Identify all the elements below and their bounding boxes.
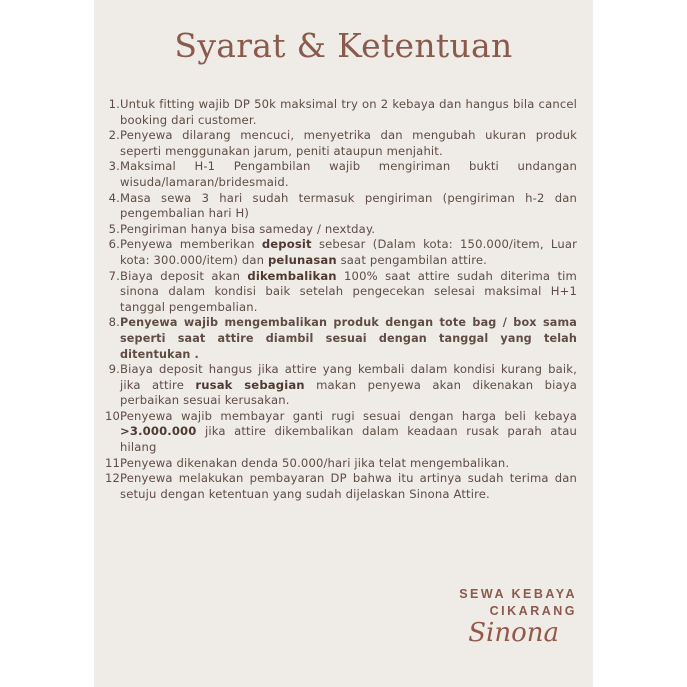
term-text-part: Penyewa melakukan pembayaran DP bahwa itu artinya sudah terima dan setuju dengan ketentuan yang sudah dijelaskan Sinona Attire. (120, 471, 577, 501)
page-title: Syarat & Ketentuan (174, 26, 513, 65)
term-text-part: Penyewa dilarang mencuci, menyetrika dan mengubah ukuran produk seperti menggunakan jarum, peniti ataupun menjahit. (120, 128, 577, 158)
term-item (105, 471, 577, 502)
term-item (105, 269, 577, 316)
term-text (120, 237, 577, 268)
term-text (120, 222, 577, 238)
term-number: 5. (108, 221, 120, 236)
term-number: 9. (108, 362, 120, 377)
term-highlight: dikembalikan (247, 268, 337, 283)
term-number: 8. (108, 315, 120, 330)
term-number: 10. (105, 408, 124, 423)
term-text-part: Penyewa dikenakan denda 50.000/hari jika telat mengembalikan. (120, 455, 510, 470)
term-number: 2. (108, 128, 120, 143)
term-text (120, 191, 577, 222)
term-text-part: Pengiriman hanya bisa sameday / nextday. (120, 221, 376, 236)
term-text (120, 456, 577, 472)
term-number: 3. (108, 159, 120, 174)
term-number: 12. (105, 471, 124, 486)
term-text-part: jika attire dikembalikan dalam keadaan rusak parah atau hilang (120, 424, 577, 455)
term-item (105, 159, 577, 190)
term-text (120, 159, 577, 190)
term-text (120, 128, 577, 159)
term-text (120, 97, 577, 128)
term-item (105, 456, 577, 472)
term-highlight: >3.000.000 (120, 424, 197, 439)
term-number: 11. (105, 455, 124, 470)
document-page (94, 0, 593, 687)
term-item (105, 191, 577, 222)
brand-line-2: CIKARANG (489, 604, 577, 618)
term-text-part: Untuk fitting wajib DP 50k maksimal try on 2 kebaya dan hangus bila cancel booking dari customer. (120, 97, 577, 127)
term-highlight: deposit (261, 237, 312, 252)
term-item (105, 222, 577, 238)
brand-script: Sinona (468, 618, 559, 648)
term-text (120, 409, 577, 456)
term-item (105, 315, 577, 362)
term-text (120, 269, 577, 316)
term-text-part: Penyewa memberikan (120, 237, 262, 252)
term-text-part: 100% saat attire sudah diterima tim sinona dalam kondisi baik setelah pengecekan selesai maksimal H+1 tanggal pengembalian. (120, 268, 577, 314)
term-item (105, 237, 577, 268)
term-text (120, 315, 577, 362)
term-item (105, 362, 577, 409)
term-text-part: saat pengambilan attire. (336, 252, 487, 267)
term-text-part: Penyewa wajib mengembalikan produk dengan tote bag / box sama seperti saat attire diambil sesuai dengan tanggal yang telah ditentukan . (120, 316, 577, 361)
brand-logo (459, 586, 577, 648)
term-highlight: pelunasan (267, 252, 337, 267)
term-number: 1. (108, 97, 120, 111)
term-item (105, 409, 577, 456)
term-item (105, 128, 577, 159)
term-text-part: Biaya deposit akan (120, 268, 248, 283)
term-text-part: makan penyewa akan dikenakan biaya perbaikan sesuai kerusakan. (120, 377, 578, 408)
term-text (120, 471, 577, 502)
term-text-part: Penyewa wajib membayar ganti rugi sesuai dengan harga beli kebaya (120, 408, 577, 423)
terms-list (105, 97, 577, 502)
term-text-part: sebesar (Dalam kota: 150.000/item, Luar kota: 300.000/item) dan (120, 237, 577, 267)
brand-line-1: SEWA KEBAYA (459, 587, 577, 601)
term-highlight: rusak sebagian (195, 377, 305, 392)
term-number: 7. (108, 268, 120, 283)
term-item (105, 97, 577, 128)
term-text-part: Biaya deposit hangus jika attire yang kembali dalam kondisi kurang baik, jika attire (120, 362, 577, 392)
term-number: 4. (108, 190, 120, 205)
term-text (120, 362, 577, 409)
term-text-part: Masa sewa 3 hari sudah termasuk pengiriman (pengiriman h-2 dan pengembalian hari H) (120, 190, 577, 221)
term-number: 6. (108, 237, 120, 252)
term-text-part: Maksimal H-1 Pengambilan wajib mengiriman bukti undangan wisuda/lamaran/bridesmaid. (120, 159, 577, 189)
